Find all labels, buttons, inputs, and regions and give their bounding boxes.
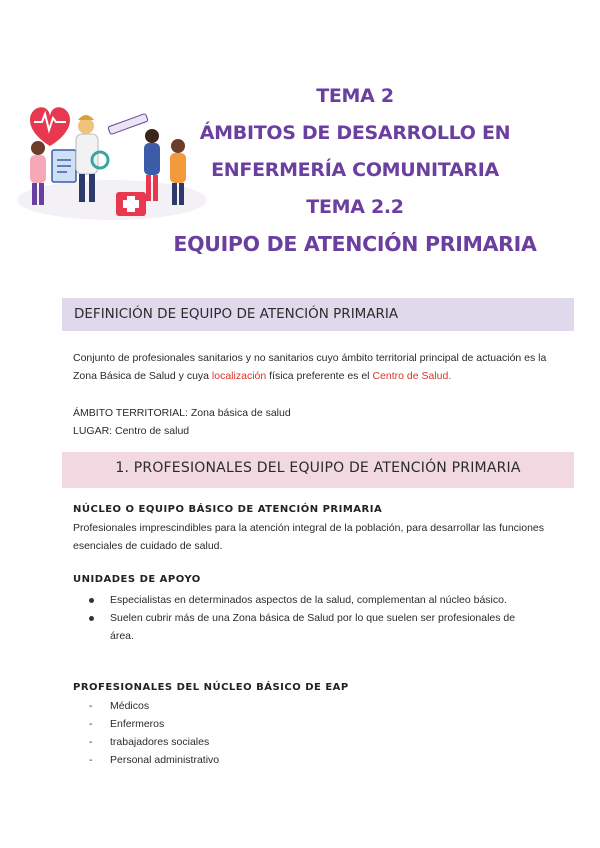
nucleo-paragraph: Profesionales imprescindibles para la atención integral de la población, para desarrollar las funciones esenciales de cuidado de salud. [73,522,545,552]
list-item-text: trabajadores sociales [110,736,210,748]
definition-text: Conjunto de profesionales sanitarios y no sanitarios cuyo ámbito territorial principal de actuación es la Zona Básica de Salud y cuya [73,352,547,382]
apoyo-list [73,591,533,645]
heart-icon [30,107,70,146]
title-tema-2-2: TEMA 2.2 [306,196,404,218]
list-item [73,609,533,645]
list-item [73,591,533,609]
dash-icon: - [89,718,93,730]
list-item [73,715,219,733]
list-item-text: Suelen cubrir más de una Zona básica de Salud por lo que suelen ser profesionales de área. [110,612,516,642]
definition-text: física preferente es el [266,370,373,382]
eap-list [73,697,219,769]
clipboard-icon [52,150,76,182]
definition-paragraph [73,349,563,385]
section-heading-profesionales: 1. PROFESIONALES DEL EQUIPO DE ATENCIÓN PRIMARIA [62,452,574,488]
title-enfermeria: ENFERMERÍA COMUNITARIA [211,159,499,181]
highlight-centro-salud: Centro de Salud. [372,370,452,382]
list-item [73,751,219,769]
section-heading-definicion: DEFINICIÓN DE EQUIPO DE ATENCIÓN PRIMARIA [62,298,574,331]
list-item [73,733,219,751]
bullet-icon [89,616,94,621]
ambito-line: ÁMBITO TERRITORIAL: Zona básica de salud [73,407,291,419]
dash-icon: - [89,736,93,748]
list-item [73,697,219,715]
title-tema: TEMA 2 [316,85,394,107]
dash-icon: - [89,754,93,766]
title-ambitos: ÁMBITOS DE DESARROLLO EN [199,122,511,144]
document-title [110,78,600,263]
subheading-nucleo: NÚCLEO O EQUIPO BÁSICO DE ATENCIÓN PRIMARIA [73,504,383,515]
subheading-eap: PROFESIONALES DEL NÚCLEO BÁSICO DE EAP [73,682,349,693]
title-equipo: EQUIPO DE ATENCIÓN PRIMARIA [173,232,537,256]
list-item-text: Personal administrativo [110,754,220,766]
list-item-text: Especialistas en determinados aspectos de la salud, complementan al núcleo básico. [110,594,507,606]
dash-icon: - [89,700,93,712]
subheading-apoyo: UNIDADES DE APOYO [73,574,201,585]
bullet-icon [89,598,94,603]
highlight-localizacion: localización [211,370,267,382]
list-item-text: Enfermeros [110,718,165,730]
list-item-text: Médicos [110,700,150,712]
lugar-line: LUGAR: Centro de salud [73,425,190,437]
